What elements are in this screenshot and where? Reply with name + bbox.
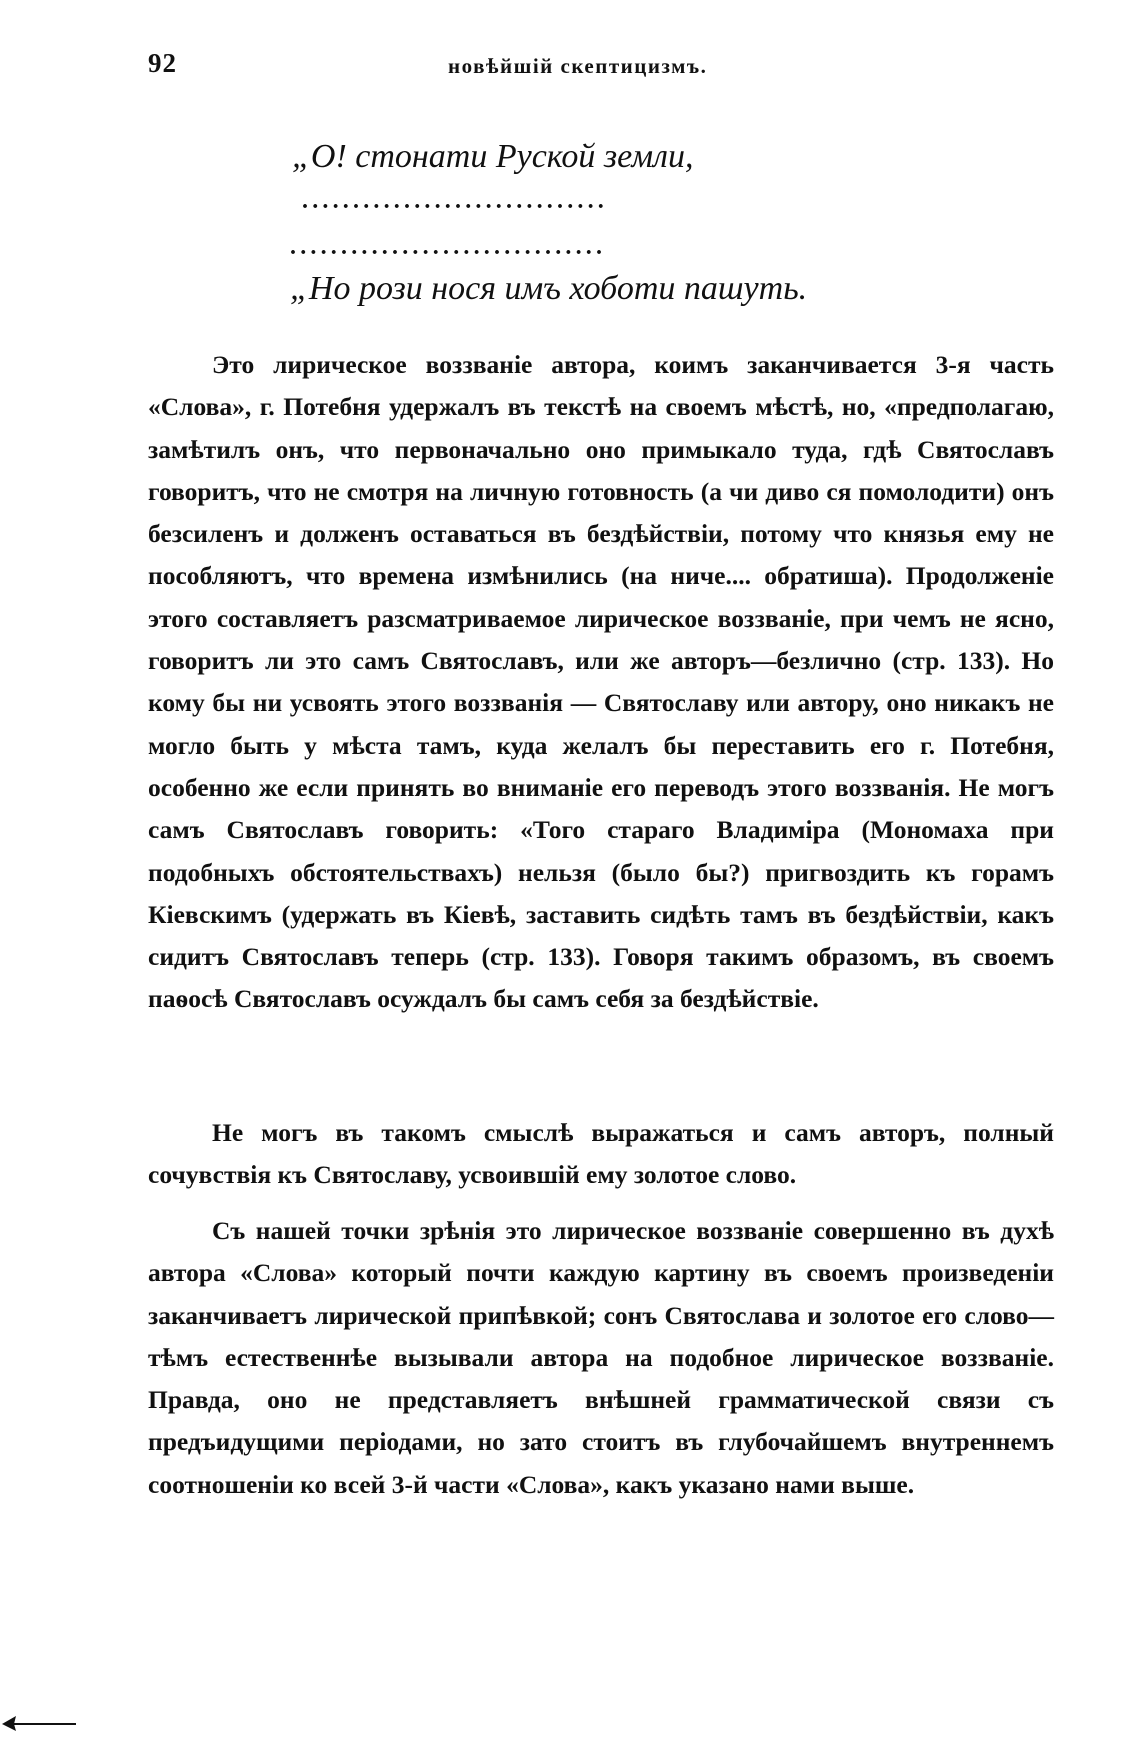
verse-line-4: „Но рози нося имъ хоботи пашуть.	[290, 270, 808, 307]
verse-ellipsis-1: ..............................	[302, 188, 608, 214]
verse-line-1: „О! стонати Руской земли,	[292, 138, 694, 175]
verse-ellipsis-2: ...............................	[290, 234, 607, 260]
running-title: новѣйшій скептицизмъ.	[448, 54, 708, 78]
body-paragraph-2: Не могъ въ такомъ смыслѣ выражаться и самъ авторъ, полный сочувствія къ Святославу, усвоившій ему золотое слово.	[148, 1118, 1054, 1190]
body-paragraph-1: Это лирическое воззваніе автора, коимъ заканчивается 3-я часть «Слова», г. Потебня удержалъ въ текстѣ на своемъ мѣстѣ, но, «предполагаю, замѣтилъ онъ, что первоначально оно примыкало туда, гдѣ Святославъ говоритъ, что не смотря на личную готовность (а чи диво ся помолодити) онъ безсиленъ и долженъ оставаться въ бездѣйствіи, потому что князья ему не пособляютъ, что времена измѣнились (на ниче.... обратиша). Продолженіе этого составляетъ разсматриваемое лирическое воззваніе, при чемъ не ясно, говоритъ ли это самъ Святославъ, или же авторъ—безлично (стр. 133). Но кому бы ни усвоять этого воззванія — Святославу или автору, оно никакъ не могло быть у мѣста тамъ, куда желалъ бы переставить его г. Потебня, особенно же если принять во вниманіе его переводъ этого воззванія. Не могъ самъ Святославъ говорить: «Того стараго Владиміра (Мономаха при подобныхъ обстоятельствахъ) нельзя (было бы?) пригвоздить къ горамъ Кіевскимъ (удержать въ Кіевѣ, заставить сидѣть тамъ въ бездѣйствіи, какъ сидитъ Святославъ теперь (стр. 133). Говоря такимъ образомъ, въ своемъ паѳосѣ Святославъ осуждалъ бы самъ себя за бездѣйствіе.	[148, 350, 1054, 1014]
page-number: 92	[148, 48, 177, 78]
page-header	[148, 48, 788, 88]
body-paragraph-3: Съ нашей точки зрѣнія это лирическое воззваніе совершенно въ духѣ автора «Слова» который почти каждую картину въ своемъ произведеніи заканчиваетъ лирической припѣвкой; сонъ Святослава и золотое его слово—тѣмъ естественнѣе вызывали автора на подобное лирическое воззваніе. Правда, оно не представляетъ внѣшней грамматической связи съ предъидущими періодами, но зато стоитъ въ глубочайшемъ внутреннемъ соотношеніи ко всей 3-й части «Слова», какъ указано нами выше.	[148, 1216, 1054, 1499]
left-arrow-icon	[0, 1712, 78, 1732]
